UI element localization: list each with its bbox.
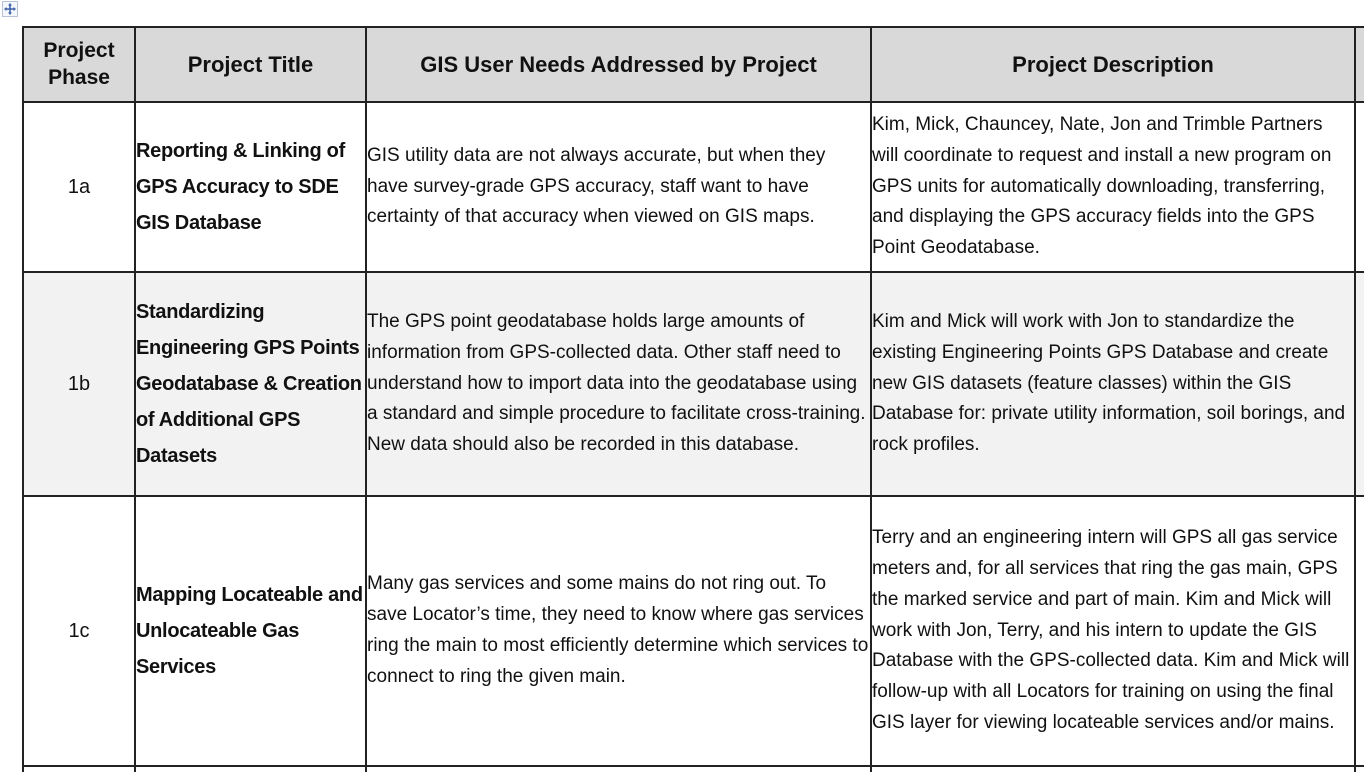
table-row xyxy=(23,102,1364,272)
move-arrows-icon[interactable] xyxy=(2,1,18,17)
cell-needs: GIS utility data are not always accurate, but when they have survey-grade GPS accuracy, staff want to have certainty of that accuracy when viewed on GIS maps. xyxy=(366,102,871,272)
cell-needs: The GPS point geodatabase holds large amounts of information from GPS-collected data. Other staff need to understand how to import data into the geodatabase using a standard and simple procedure to facilitate cross-training. New data should also be recorded in this database. xyxy=(366,272,871,496)
header-extra-column xyxy=(1355,27,1364,102)
cell-description: Kim, Mick, Chauncey, Nate, Jon and Trimble Partners will coordinate to request and install a new program on GPS units for automatically downloading, transferring, and displaying the GPS accuracy fields into the GPS Point Geodatabase. xyxy=(871,102,1355,272)
cell-description: Terry and an engineering intern will GPS all gas service meters and, for all services that ring the gas main, GPS the marked service and part of main. Kim and Mick will work with Jon, Terry, and his intern to update the GIS Database with the GPS-collected data. Kim and Mick will follow-up with all Locators for training on using the final GIS layer for viewing locateable services and/or mains. xyxy=(871,496,1355,766)
cell-phase xyxy=(23,766,135,772)
header-project-title: Project Title xyxy=(135,27,366,102)
header-gis-user-needs: GIS User Needs Addressed by Project xyxy=(366,27,871,102)
table-row xyxy=(23,496,1364,766)
projects-table xyxy=(22,26,1364,772)
table-row-partial xyxy=(23,766,1364,772)
cell-phase: 1a xyxy=(23,102,135,272)
cell-title: Mapping Locateable and Unlocateable Gas Services xyxy=(135,496,366,766)
cell-title: Reporting & Linking of GPS Accuracy to SDE GIS Database xyxy=(135,102,366,272)
cell-needs xyxy=(366,766,871,772)
header-project-phase: Project Phase xyxy=(23,27,135,102)
table-header-row xyxy=(23,27,1364,102)
table-row xyxy=(23,272,1364,496)
cell-title: Standardizing Engineering GPS Points Geodatabase & Creation of Additional GPS Datasets xyxy=(135,272,366,496)
cell-title xyxy=(135,766,366,772)
cell-phase: 1c xyxy=(23,496,135,766)
cell-phase: 1b xyxy=(23,272,135,496)
cell-description: Kim and Mick will work with Jon to standardize the existing Engineering Points GPS Database and create new GIS datasets (feature classes) within the GIS Database for: private utility information, soil borings, and rock profiles. xyxy=(871,272,1355,496)
cell-extra xyxy=(1355,496,1364,766)
cell-needs: Many gas services and some mains do not ring out. To save Locator’s time, they need to know where gas services ring the main to most efficiently determine which services to connect to ring the given main. xyxy=(366,496,871,766)
cell-extra xyxy=(1355,102,1364,272)
cell-extra xyxy=(1355,272,1364,496)
header-project-description: Project Description xyxy=(871,27,1355,102)
cell-extra xyxy=(1355,766,1364,772)
cell-description xyxy=(871,766,1355,772)
